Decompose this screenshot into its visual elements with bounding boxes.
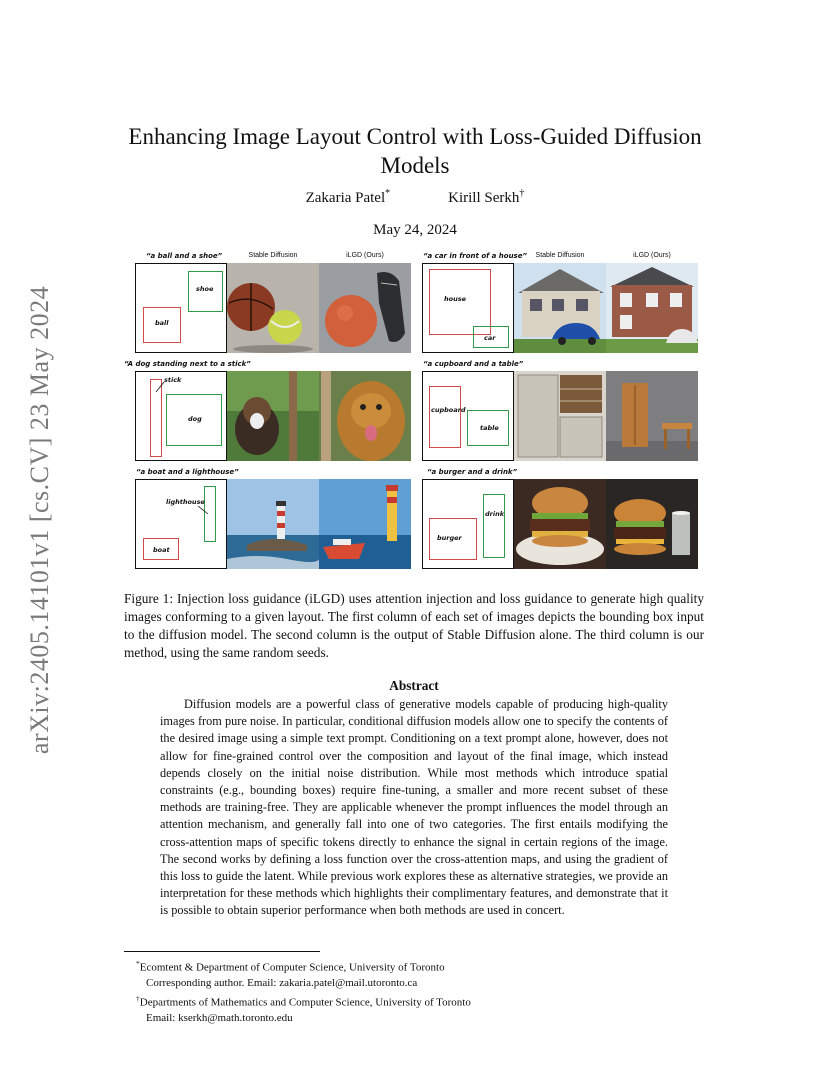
image-ilgd bbox=[319, 263, 411, 353]
figure-prompt: “A dog standing next to a stick” bbox=[124, 360, 251, 368]
figure-prompt: “a boat and a lighthouse” bbox=[136, 468, 239, 476]
figure-set-dog-stick bbox=[122, 358, 398, 458]
figure-prompt: “a burger and a drink” bbox=[427, 468, 518, 476]
bounding-box-panel bbox=[422, 479, 514, 569]
author-list bbox=[120, 188, 710, 207]
author: Kirill Serkh† bbox=[448, 188, 525, 206]
bounding-box-panel bbox=[422, 371, 514, 461]
bounding-box-panel bbox=[135, 371, 227, 461]
box-label: burger bbox=[437, 534, 462, 542]
box-label: car bbox=[484, 334, 496, 342]
paper-date: May 24, 2024 bbox=[373, 222, 457, 238]
image-stable-diffusion bbox=[227, 371, 319, 461]
figure-prompt: “a ball and a shoe” bbox=[146, 252, 223, 260]
image-ilgd bbox=[606, 479, 698, 569]
bounding-box-panel bbox=[422, 263, 514, 353]
image-stable-diffusion bbox=[514, 479, 606, 569]
box-label: lighthouse bbox=[166, 498, 205, 506]
figure-set-car-house bbox=[409, 250, 685, 350]
abstract-text: Diffusion models are a powerful class of generative models capable of producing high-quality images from pure noise. In particular, conditional diffusion models allow one to specify the contents of the desired image using a simple text prompt. Conditioning on a text prompt alone, however, does not allow for fine-grained control over the composition and layout of the final image, which instead depends closely on the initial noise distribution. While most methods which introduce spatial constraints (e.g., bounding boxes) require fine-tuning, a smaller and more recent subset of these methods are training-free. They are applicable whenever the prompt influences the model through an attention mechanism, and generally fall into one of two categories. The first entails modifying the cross-attention maps of specific tokens directly to enhance the signal in certain regions of the image. The second works by defining a loss function over the cross-attention maps, and using the gradient of this loss to guide the latent. While previous work explores these as alternative strategies, we provide an interpretation for these methods which highlights their complimentary features, and demonstrate that it is possible to obtain superior performance when both methods are used in concert. bbox=[160, 697, 668, 918]
bounding-box-cupboard bbox=[429, 386, 461, 448]
image-stable-diffusion bbox=[514, 371, 606, 461]
footnote-continuation: Corresponding author. Email: zakaria.patel@mail.utoronto.ca bbox=[146, 976, 418, 989]
figure-1 bbox=[122, 250, 700, 572]
column-header-ilgd: iLGD (Ours) bbox=[633, 252, 671, 259]
box-label: shoe bbox=[196, 285, 214, 293]
footnote: *Ecomtent & Department of Computer Science, University of Toronto bbox=[136, 959, 445, 974]
box-label: boat bbox=[153, 546, 170, 554]
figure-prompt: “a car in front of a house” bbox=[423, 252, 527, 260]
figure-set-burger-drink bbox=[409, 466, 685, 566]
image-ilgd bbox=[606, 263, 698, 353]
box-label: ball bbox=[155, 319, 169, 327]
abstract-heading: Abstract bbox=[389, 678, 439, 693]
footnote-continuation: Email: kserkh@math.toronto.edu bbox=[146, 1011, 293, 1024]
image-ilgd bbox=[319, 479, 411, 569]
footnote-rule bbox=[124, 951, 320, 952]
image-ilgd bbox=[606, 371, 698, 461]
author: Zakaria Patel* bbox=[305, 188, 391, 206]
image-stable-diffusion bbox=[227, 263, 319, 353]
figure-set-ball-shoe bbox=[122, 250, 398, 350]
bounding-box-panel bbox=[135, 263, 227, 353]
box-label: dog bbox=[188, 415, 202, 423]
footnote: †Departments of Mathematics and Computer Science, University of Toronto bbox=[136, 994, 471, 1009]
box-label: house bbox=[444, 295, 466, 303]
arxiv-identifier: arXiv:2405.14101v1 [cs.CV] 23 May 2024 bbox=[25, 285, 54, 755]
bounding-box-panel bbox=[135, 479, 227, 569]
bounding-box-drink bbox=[483, 494, 505, 558]
column-header-stable-diffusion: Stable Diffusion bbox=[248, 252, 298, 259]
column-header-ilgd: iLGD (Ours) bbox=[346, 252, 384, 259]
box-label: table bbox=[480, 424, 499, 432]
box-label: drink bbox=[485, 510, 505, 518]
image-ilgd bbox=[319, 371, 411, 461]
footnotes bbox=[136, 956, 676, 1026]
figure-set-boat-lighthouse bbox=[122, 466, 398, 566]
figure-set-cupboard-table bbox=[409, 358, 685, 458]
column-header-stable-diffusion: Stable Diffusion bbox=[535, 252, 585, 259]
box-label: stick bbox=[164, 376, 182, 384]
figure-prompt: “a cupboard and a table” bbox=[423, 360, 524, 368]
paper-title: Enhancing Image Layout Control with Loss-Guided Diffusion Models bbox=[128, 124, 702, 178]
box-label: cupboard bbox=[431, 406, 466, 414]
image-stable-diffusion bbox=[514, 263, 606, 353]
image-stable-diffusion bbox=[227, 479, 319, 569]
arxiv-stamp bbox=[20, 270, 60, 770]
figure-caption: Figure 1: Injection loss guidance (iLGD) uses attention injection and loss guidance to generate high quality images conforming to a given layout. The first column of each set of images depicts the bounding box input to the diffusion model. The second column is the output of Stable Diffusion alone. The third column is our method, using the same random seeds. bbox=[124, 591, 704, 660]
